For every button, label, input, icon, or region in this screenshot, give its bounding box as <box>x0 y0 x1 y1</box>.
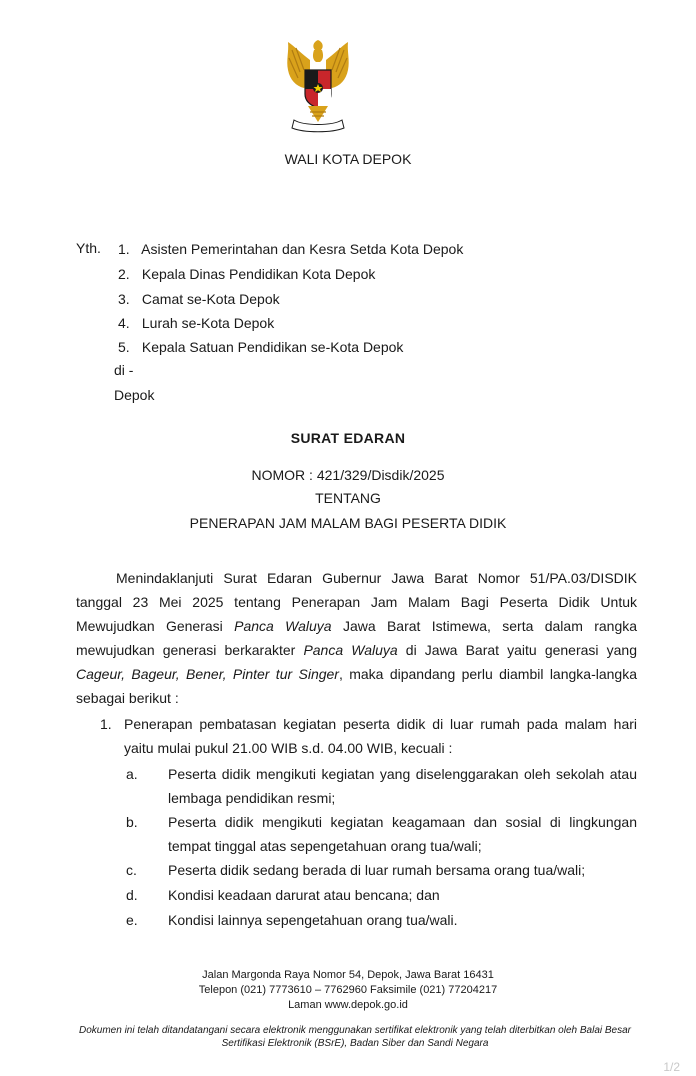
subpoint-item: a. Peserta didik mengikuti kegiatan yang diselenggarakan oleh sekolah atau lembaga pendidikan resmi; <box>126 766 637 806</box>
footer-phone: Telepon (021) 7773610 – 7762960 Faksimile (021) 77204217 <box>198 984 498 996</box>
recipient-di: di - <box>114 362 134 378</box>
document-number: NOMOR : 421/329/Disdik/2025 <box>251 467 445 483</box>
intro-paragraph: Menindaklanjuti Surat Edaran Gubernur Jawa Barat Nomor 51/PA.03/DISDIK tanggal 23 Mei 2025 tentang Penerapan Jam Malam Bagi Peserta Didik Untuk Mewujudkan Generasi Panca Waluya Jawa Barat Istimewa, serta dalam rangka mewujudkan generasi berkarakter Panca Waluya di Jawa Barat yaitu generasi yang Cageur, Bageur, Bener, Pinter tur Singer, maka dipandang perlu diambil langka-langka sebagai berikut : <box>76 570 638 706</box>
subpoint-item: d. Kondisi keadaan darurat atau bencana; dan <box>126 887 440 903</box>
recipient-place: Depok <box>114 387 155 403</box>
footer-address: Jalan Margonda Raya Nomor 54, Depok, Jawa Barat 16431 <box>202 969 494 981</box>
about-label: TENTANG <box>315 490 381 506</box>
footer-contact <box>0 968 696 1013</box>
point-1: 1. Penerapan pembatasan kegiatan peserta didik di luar rumah pada malam hari yaitu mulai pukul 21.00 WIB s.d. 04.00 WIB, kecuali : <box>100 716 637 756</box>
subpoint-item: e. Kondisi lainnya sepengetahuan orang tua/wali. <box>126 912 458 928</box>
salutation: Yth. <box>76 240 101 256</box>
subpoint-item: b. Peserta didik mengikuti kegiatan keagamaan dan sosial di lingkungan tempat tinggal atas sepengetahuan orang tua/wali; <box>126 814 637 854</box>
subpoint-item: c. Peserta didik sedang berada di luar rumah bersama orang tua/wali; <box>126 862 586 878</box>
recipient-item: 1. Asisten Pemerintahan dan Kesra Setda Kota Depok <box>118 241 464 257</box>
esign-note: Dokumen ini telah ditandatangani secara elektronik menggunakan sertifikat elektronik yang telah diterbitkan oleh Balai Besar Sertifikasi Elektronik (BSrE), Badan Siber dan Sandi Negara <box>79 1025 631 1049</box>
document-subject: PENERAPAN JAM MALAM BAGI PESERTA DIDIK <box>189 515 507 531</box>
recipient-item: 3. Camat se-Kota Depok <box>118 291 280 307</box>
footer-web: Laman www.depok.go.id <box>288 999 408 1011</box>
page-number: 1/2 <box>663 1060 680 1074</box>
document-title: SURAT EDARAN <box>290 430 406 446</box>
recipient-item: 4. Lurah se-Kota Depok <box>118 315 275 331</box>
recipient-item: 5. Kepala Satuan Pendidikan se-Kota Depok <box>118 339 404 355</box>
office-heading: WALI KOTA DEPOK <box>284 151 412 167</box>
recipient-item: 2. Kepala Dinas Pendidikan Kota Depok <box>118 266 376 282</box>
garuda-emblem-icon <box>280 36 356 134</box>
